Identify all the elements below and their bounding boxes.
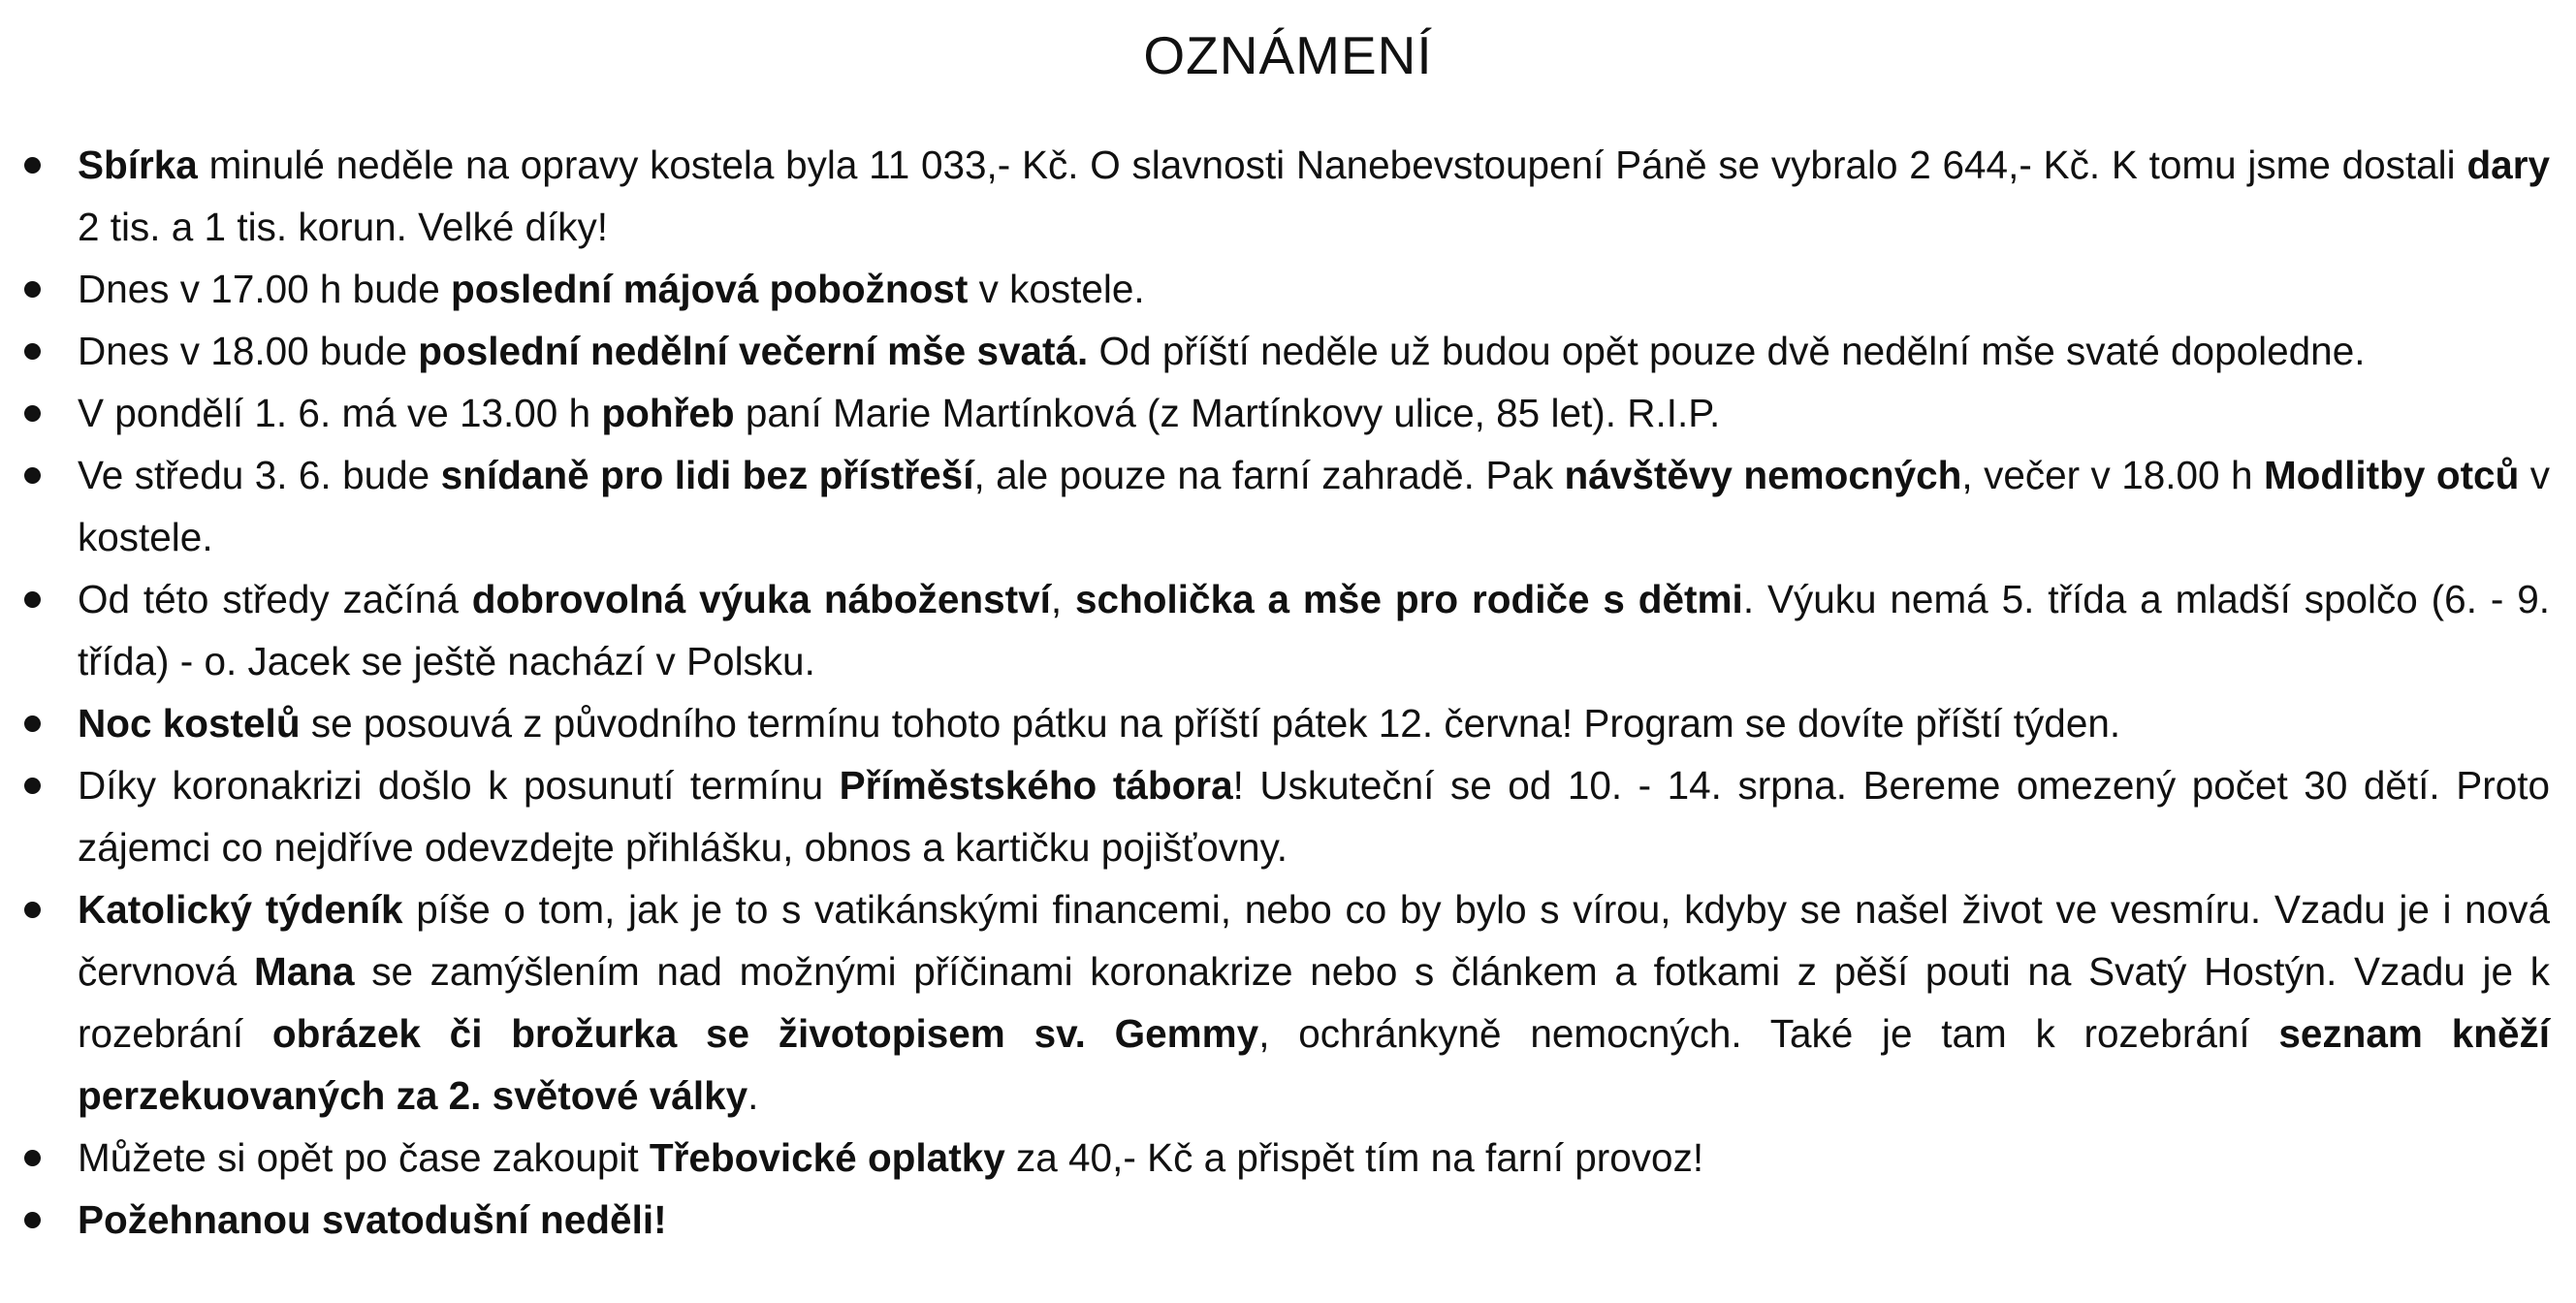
bold-text: poslední májová pobožnost	[451, 267, 969, 311]
text-segment: V pondělí 1. 6. má ve 13.00 h	[78, 391, 602, 435]
text-segment: Můžete si opět po čase zakoupit	[78, 1135, 650, 1180]
text-segment: ,	[1050, 577, 1076, 621]
announcement-item	[78, 754, 2550, 878]
announcement-item	[78, 1127, 2550, 1189]
bold-text: dobrovolná výuka náboženství	[471, 577, 1051, 621]
bold-text: poslední nedělní večerní mše svatá.	[418, 329, 1089, 373]
bold-text: návštěvy nemocných	[1564, 453, 1962, 497]
bold-text: Katolický týdeník	[78, 887, 403, 932]
text-segment: minulé neděle na opravy kostela byla 11 033,- Kč. O slavnosti Nanebevstoupení Páně se vybralo 2 644,- Kč. K tomu jsme dostali	[197, 143, 2467, 187]
text-segment: v kostele.	[968, 267, 1145, 311]
text-segment: za 40,- Kč a přispět tím na farní provoz!	[1004, 1135, 1704, 1180]
bold-text: Příměstského tábora	[839, 763, 1233, 808]
bold-text: Modlitby otců	[2263, 453, 2520, 497]
text-segment: Ve středu 3. 6. bude	[78, 453, 441, 497]
announcement-item	[78, 878, 2550, 1127]
bold-text: scholička a mše pro rodiče s dětmi	[1075, 577, 1743, 621]
announcement-item	[78, 568, 2550, 692]
announcement-item	[78, 1189, 2550, 1251]
text-segment: Od této středy začíná	[78, 577, 472, 621]
text-segment: . Výuku nemá 5. třída a mladší spolčo (6. - 9. třída) - o. Jacek se ještě nachází v Polsku.	[78, 577, 2550, 683]
text-segment: .	[747, 1073, 759, 1118]
announcement-item	[78, 692, 2550, 754]
bold-text: dary	[2466, 143, 2550, 187]
bold-text: snídaně pro lidi bez přístřeší	[440, 453, 974, 497]
bold-text: Třebovické oplatky	[649, 1135, 1005, 1180]
announcement-item	[78, 320, 2550, 382]
text-segment: se zamýšlením nad možnými příčinami koronakrize nebo s článkem a fotkami z pěší pouti na Svatý Hostýn. Vzadu je k rozebrání	[78, 949, 2550, 1056]
text-segment: , večer v 18.00 h	[1961, 453, 2264, 497]
bold-text: obrázek či brožurka se životopisem sv. Gemmy	[271, 1011, 1259, 1056]
text-segment: Dnes v 18.00 bude	[78, 329, 419, 373]
text-segment: paní Marie Martínková (z Martínkovy ulice, 85 let). R.I.P.	[734, 391, 1721, 435]
text-segment: Díky koronakrizi došlo k posunutí termínu	[78, 763, 840, 808]
announcement-item	[78, 444, 2550, 568]
text-segment: píše o tom, jak je to s vatikánskými financemi, nebo co by bylo s vírou, kdyby se našel život ve vesmíru. Vzadu je i nová červnová	[78, 887, 2550, 994]
announcement-item	[78, 382, 2550, 444]
bold-text: Mana	[254, 949, 355, 994]
text-segment: Dnes v 17.00 h bude	[78, 267, 452, 311]
text-segment: ! Uskuteční se od 10. - 14. srpna. Bereme omezený počet 30 dětí. Proto zájemci co nejdříve odevzdejte přihlášku, obnos a kartičku pojišťovny.	[78, 763, 2550, 870]
bold-text: seznam kněží perzekuovaných za 2. světové války	[78, 1011, 2550, 1118]
announcement-item	[78, 134, 2550, 258]
text-segment: 2 tis. a 1 tis. korun. Velké díky!	[78, 205, 609, 249]
text-segment: Od příští neděle už budou opět pouze dvě nedělní mše svaté dopoledne.	[1088, 329, 2366, 373]
announcement-item	[78, 258, 2550, 320]
bold-text: Sbírka	[78, 143, 198, 187]
bold-text: Požehnanou svatodušní neděli!	[78, 1197, 667, 1242]
bold-text: Noc kostelů	[78, 701, 301, 746]
text-segment: se posouvá z původního termínu tohoto pátku na příští pátek 12. června! Program se dovíte příští týden.	[300, 701, 2121, 746]
text-segment: , ale pouze na farní zahradě. Pak	[973, 453, 1565, 497]
bold-text: pohřeb	[601, 391, 735, 435]
page-title: OZNÁMENÍ	[1143, 25, 1433, 85]
text-segment: , ochránkyně nemocných. Také je tam k rozebrání	[1258, 1011, 2279, 1056]
text-segment: v kostele.	[78, 453, 2551, 559]
announcement-list	[78, 134, 2550, 1251]
